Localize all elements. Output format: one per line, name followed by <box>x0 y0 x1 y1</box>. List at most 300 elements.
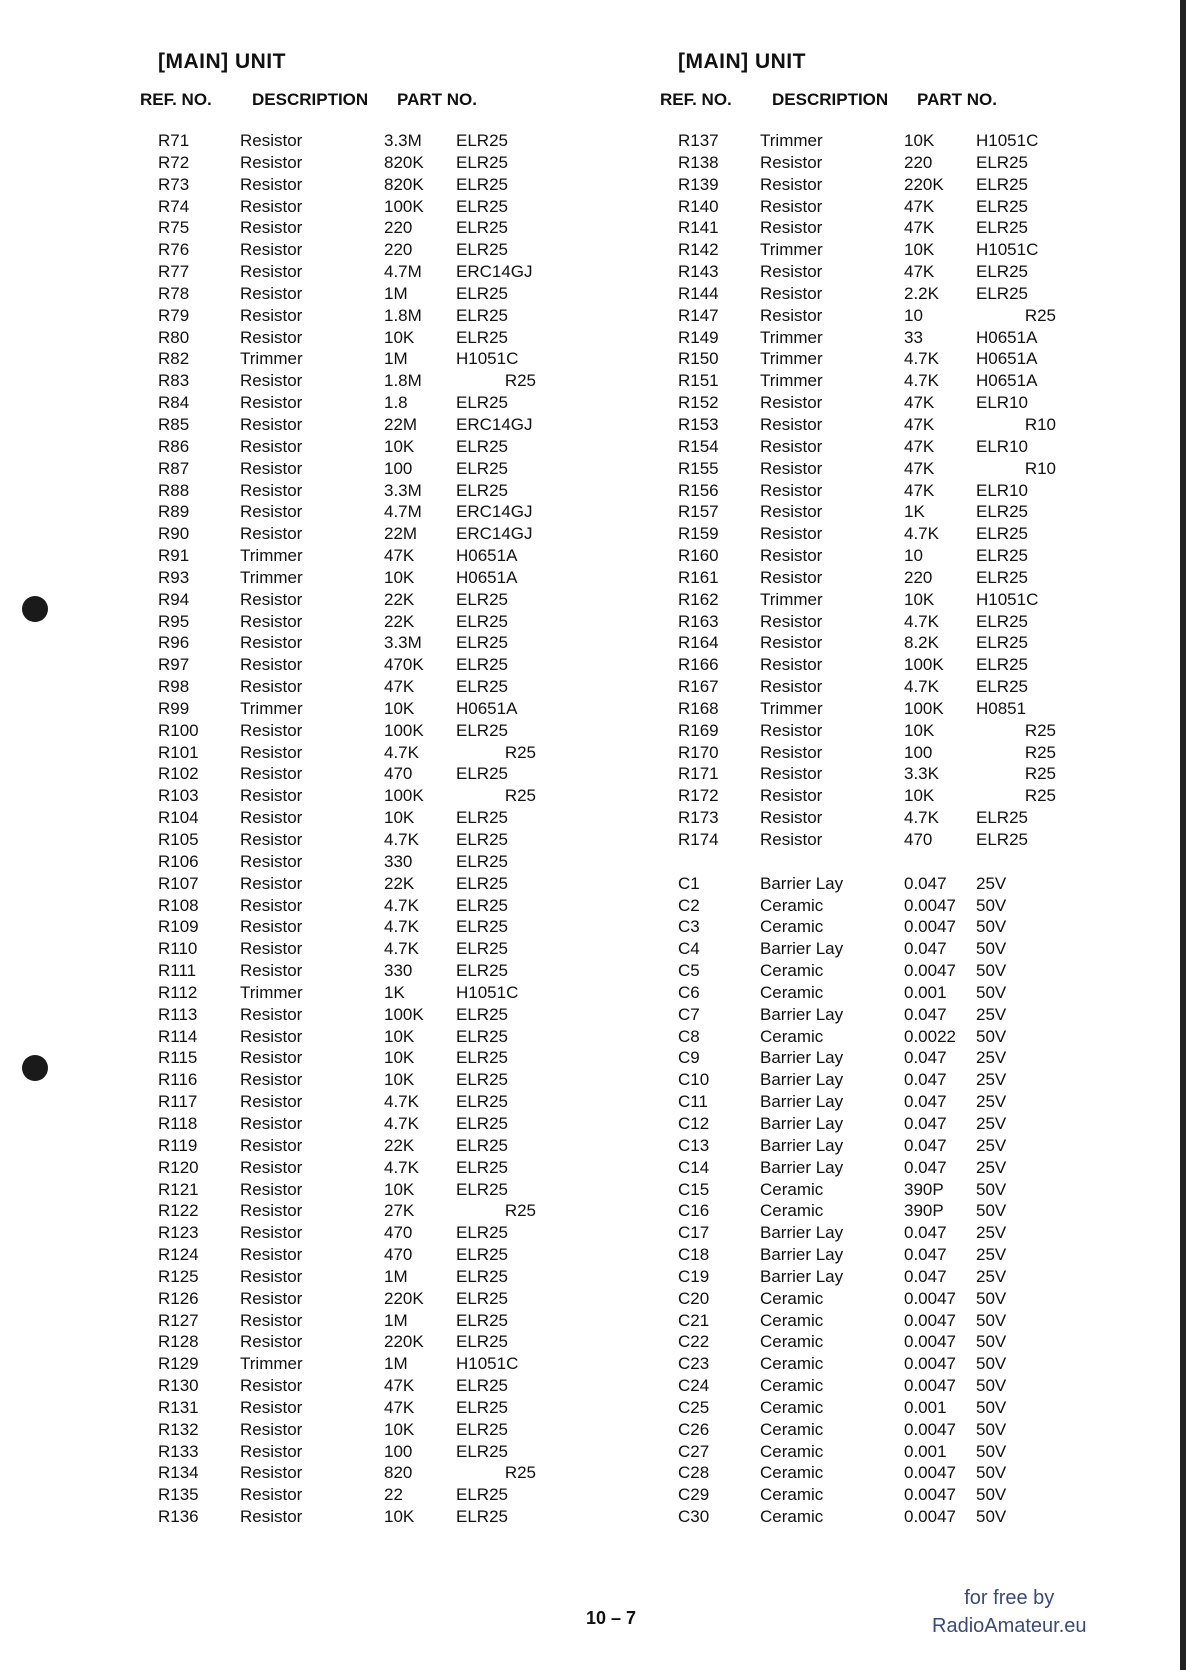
part-number-cell: 50V <box>976 1354 1007 1374</box>
value-cell: 220K <box>384 1332 424 1352</box>
ref-cell: C10 <box>678 1070 710 1090</box>
description-cell: Resistor <box>240 742 303 762</box>
ref-cell: C2 <box>678 895 700 915</box>
ref-cell: R126 <box>158 1288 199 1308</box>
ref-cell: C4 <box>678 939 700 959</box>
value-cell: 4.7K <box>904 349 939 369</box>
ref-cell: R107 <box>158 873 199 893</box>
ref-cell: C11 <box>678 1092 708 1112</box>
table-row <box>140 632 536 654</box>
table-row <box>140 501 536 523</box>
table-row <box>140 982 536 1004</box>
part-number-cell: ELR25 <box>456 764 508 784</box>
value-cell: 4.7K <box>904 611 939 631</box>
ref-cell: R78 <box>158 283 190 303</box>
part-number-cell: 50V <box>976 961 1007 981</box>
part-number-cell: ELR25 <box>976 611 1028 631</box>
table-row <box>140 589 536 611</box>
description-cell: Resistor <box>240 1223 303 1243</box>
ref-cell: R77 <box>158 262 190 282</box>
table-row <box>140 851 536 873</box>
value-cell: 100K <box>904 655 944 675</box>
table-row <box>140 196 536 218</box>
description-cell: Resistor <box>760 458 823 478</box>
description-cell: Resistor <box>760 480 823 500</box>
table-row <box>660 807 1056 829</box>
value-cell: 470 <box>904 830 933 849</box>
page-number: 10 – 7 <box>586 1608 637 1628</box>
table-row <box>660 1157 1056 1179</box>
description-cell: Ceramic <box>760 1332 824 1352</box>
description-cell: Trimmer <box>240 546 303 566</box>
ref-cell: R168 <box>678 698 719 718</box>
value-cell: 8.2K <box>904 633 939 653</box>
value-cell: 0.0047 <box>904 895 956 915</box>
part-number-cell: ELR25 <box>456 1441 508 1461</box>
value-cell: 22K <box>384 611 415 631</box>
table-row <box>140 611 536 633</box>
part-number-cell: 50V <box>976 1463 1007 1483</box>
value-cell: 470K <box>384 655 424 675</box>
value-cell: 0.0047 <box>904 917 956 937</box>
part-number-cell: ERC14GJ <box>456 524 533 544</box>
value-cell: 10K <box>904 589 935 609</box>
table-row <box>140 523 536 545</box>
ref-cell: C14 <box>678 1157 710 1177</box>
table-row <box>660 895 1056 917</box>
description-cell: Resistor <box>240 1419 303 1439</box>
part-number-cell: ELR25 <box>976 808 1028 828</box>
value-cell: 100 <box>384 1441 413 1461</box>
part-number-cell: 50V <box>976 917 1007 937</box>
description-cell: Resistor <box>760 786 823 806</box>
ref-cell: R142 <box>678 240 719 260</box>
table-row <box>140 1484 536 1506</box>
value-cell: 22K <box>384 1135 415 1155</box>
ref-cell: C21 <box>678 1310 710 1330</box>
ref-cell: R152 <box>678 393 719 413</box>
description-cell: Resistor <box>240 1507 303 1527</box>
table-row <box>140 1200 536 1222</box>
ref-cell: C7 <box>678 1004 700 1024</box>
part-number-cell: H0651A <box>456 698 518 718</box>
description-cell: Resistor <box>760 502 823 522</box>
table-row <box>660 414 1056 436</box>
part-number-cell: ELR25 <box>976 655 1028 675</box>
value-cell: 0.0047 <box>904 1485 956 1505</box>
value-cell: 4.7K <box>384 830 419 849</box>
description-cell: Ceramic <box>760 1376 824 1396</box>
ref-cell: C6 <box>678 982 700 1002</box>
value-cell: 33 <box>904 327 923 347</box>
description-cell: Resistor <box>240 1310 303 1330</box>
value-cell: 1.8M <box>384 371 422 391</box>
description-cell: Resistor <box>240 786 303 806</box>
value-cell: 3.3M <box>384 131 422 150</box>
part-number-cell: ELR25 <box>456 917 508 937</box>
value-cell: 10K <box>384 327 415 347</box>
value-cell: 0.0047 <box>904 1310 956 1330</box>
ref-cell: C24 <box>678 1376 710 1396</box>
value-cell: 0.047 <box>904 1135 947 1155</box>
part-number-cell: ELR25 <box>456 240 508 260</box>
value-cell: 1M <box>384 1354 408 1374</box>
description-cell: Trimmer <box>760 240 823 260</box>
description-cell: Resistor <box>240 305 303 325</box>
ref-cell: C22 <box>678 1332 710 1352</box>
table-row <box>660 1353 1056 1375</box>
description-cell: Resistor <box>240 677 303 697</box>
right-column-headers <box>660 90 1056 120</box>
ref-cell: R74 <box>158 196 190 216</box>
value-cell: 1K <box>904 502 925 522</box>
ref-cell: R155 <box>678 458 719 478</box>
table-row <box>660 1397 1056 1419</box>
ref-cell: C13 <box>678 1135 710 1155</box>
table-row <box>660 938 1056 960</box>
table-row <box>140 785 536 807</box>
part-number-cell: 50V <box>976 1201 1007 1221</box>
description-cell: Resistor <box>240 764 303 784</box>
value-cell: 0.001 <box>904 1441 947 1461</box>
table-row <box>140 916 536 938</box>
value-cell: 100 <box>904 742 933 762</box>
description-cell: Resistor <box>760 414 823 434</box>
table-row <box>140 480 536 502</box>
table-row <box>140 392 536 414</box>
ref-cell: R169 <box>678 720 719 740</box>
ref-cell: R98 <box>158 677 190 697</box>
value-cell: 10K <box>384 436 415 456</box>
value-cell: 220 <box>904 152 933 172</box>
ref-cell: R112 <box>158 982 198 1002</box>
description-cell: Resistor <box>760 218 823 238</box>
part-number-cell: ELR25 <box>456 830 508 849</box>
description-cell: Resistor <box>240 131 303 150</box>
description-cell: Resistor <box>760 174 823 194</box>
description-cell: Resistor <box>760 677 823 697</box>
value-cell: 220 <box>384 240 413 260</box>
part-number-cell: ELR25 <box>976 524 1028 544</box>
value-cell: 10K <box>904 786 935 806</box>
ref-cell: R123 <box>158 1223 199 1243</box>
table-row <box>140 960 536 982</box>
description-cell: Resistor <box>760 196 823 216</box>
description-cell: Barrier Lay <box>760 1113 844 1133</box>
part-number-cell: ELR25 <box>456 393 508 413</box>
part-number-cell: H0651A <box>976 371 1038 391</box>
ref-cell: C9 <box>678 1048 700 1068</box>
part-number-cell: ELR25 <box>456 1092 508 1112</box>
part-number-cell: ELR25 <box>456 1419 508 1439</box>
table-row <box>140 1419 536 1441</box>
ref-cell: R110 <box>158 939 198 959</box>
part-number-cell: R25 <box>1024 764 1056 784</box>
value-cell: 0.0047 <box>904 1288 956 1308</box>
description-cell: Trimmer <box>240 698 303 718</box>
table-row <box>140 763 536 785</box>
table-row <box>660 436 1056 458</box>
description-cell: Resistor <box>240 327 303 347</box>
part-number-cell: ELR25 <box>456 1485 508 1505</box>
value-cell: 47K <box>904 262 935 282</box>
table-row <box>660 982 1056 1004</box>
description-cell: Trimmer <box>760 589 823 609</box>
value-cell: 0.047 <box>904 873 947 893</box>
value-cell: 10 <box>904 546 923 566</box>
description-cell: Resistor <box>240 1113 303 1133</box>
ref-cell: R115 <box>158 1048 198 1068</box>
table-row <box>660 1069 1056 1091</box>
ref-cell: R119 <box>158 1135 198 1155</box>
watermark <box>932 1584 1087 1640</box>
part-number-cell: 25V <box>976 1070 1007 1090</box>
ref-cell: R136 <box>158 1507 199 1527</box>
part-number-cell: 25V <box>976 1048 1007 1068</box>
part-number-cell: R10 <box>1024 414 1056 434</box>
description-cell: Barrier Lay <box>760 1135 844 1155</box>
ref-cell: R82 <box>158 349 190 369</box>
ref-cell: R162 <box>678 589 719 609</box>
table-row <box>660 458 1056 480</box>
ref-cell: R87 <box>158 458 190 478</box>
ref-cell: R111 <box>158 961 197 981</box>
table-row <box>660 960 1056 982</box>
right-header-part: PART NO. <box>917 90 997 109</box>
ref-cell: C5 <box>678 961 700 981</box>
description-cell: Resistor <box>760 742 823 762</box>
description-cell: Resistor <box>760 611 823 631</box>
value-cell: 3.3K <box>904 764 939 784</box>
table-row <box>140 1288 536 1310</box>
part-number-cell: 25V <box>976 1245 1007 1265</box>
table-row <box>660 873 1056 895</box>
table-row <box>660 152 1056 174</box>
value-cell: 4.7M <box>384 502 422 522</box>
value-cell: 0.047 <box>904 1070 947 1090</box>
table-row <box>140 742 536 764</box>
ref-cell: R130 <box>158 1376 199 1396</box>
table-row <box>660 1179 1056 1201</box>
description-cell: Resistor <box>240 1245 303 1265</box>
table-row <box>140 1244 536 1266</box>
description-cell: Resistor <box>240 939 303 959</box>
value-cell: 27K <box>384 1201 415 1221</box>
table-row <box>660 261 1056 283</box>
description-cell: Resistor <box>760 152 823 172</box>
value-cell: 0.047 <box>904 1113 947 1133</box>
ref-cell: R117 <box>158 1092 198 1112</box>
table-row <box>140 348 536 370</box>
left-header-ref: REF. NO. <box>140 90 212 109</box>
description-cell: Trimmer <box>240 1354 303 1374</box>
value-cell: 470 <box>384 764 413 784</box>
ref-cell: R71 <box>158 131 190 150</box>
ref-cell: R73 <box>158 174 190 194</box>
table-row <box>140 436 536 458</box>
description-cell: Resistor <box>240 1135 303 1155</box>
description-cell: Resistor <box>760 436 823 456</box>
description-cell: Barrier Lay <box>760 1245 844 1265</box>
table-row <box>660 1375 1056 1397</box>
part-number-cell: 25V <box>976 1113 1007 1133</box>
value-cell: 10K <box>384 1048 415 1068</box>
description-cell: Resistor <box>760 305 823 325</box>
ref-cell: R140 <box>678 196 719 216</box>
description-cell: Resistor <box>760 283 823 303</box>
description-cell: Resistor <box>240 1201 303 1221</box>
table-row <box>140 676 536 698</box>
left-unit-title: [MAIN] UNIT <box>158 50 286 73</box>
table-row <box>660 1091 1056 1113</box>
description-cell: Ceramic <box>760 1463 824 1483</box>
value-cell: 0.001 <box>904 982 947 1002</box>
ref-cell: R173 <box>678 808 719 828</box>
ref-cell: R166 <box>678 655 719 675</box>
part-number-cell: ERC14GJ <box>456 414 533 434</box>
value-cell: 0.0047 <box>904 1354 956 1374</box>
value-cell: 10K <box>904 131 935 150</box>
value-cell: 10K <box>384 698 415 718</box>
ref-cell: R131 <box>158 1397 199 1417</box>
ref-cell: R89 <box>158 502 190 522</box>
part-number-cell: 50V <box>976 1485 1007 1505</box>
description-cell: Resistor <box>240 1441 303 1461</box>
value-cell: 4.7K <box>384 917 419 937</box>
ref-cell: R151 <box>678 371 719 391</box>
binder-hole-top <box>22 596 48 622</box>
ref-cell: C15 <box>678 1179 710 1199</box>
ref-cell: C23 <box>678 1354 710 1374</box>
description-cell: Resistor <box>240 1157 303 1177</box>
value-cell: 0.047 <box>904 1157 947 1177</box>
table-row <box>660 1047 1056 1069</box>
part-number-cell: 50V <box>976 1179 1007 1199</box>
part-number-cell: 50V <box>976 1288 1007 1308</box>
ref-cell: R108 <box>158 895 199 915</box>
table-row <box>660 1506 1056 1528</box>
table-row <box>140 370 536 392</box>
ref-cell: C19 <box>678 1266 710 1286</box>
part-number-cell: 50V <box>976 939 1007 959</box>
part-number-cell: ELR25 <box>456 283 508 303</box>
ref-cell: C25 <box>678 1397 710 1417</box>
table-row <box>140 1091 536 1113</box>
value-cell: 4.7K <box>384 939 419 959</box>
description-cell: Ceramic <box>760 895 824 915</box>
description-cell: Resistor <box>240 1288 303 1308</box>
table-row <box>140 1441 536 1463</box>
part-number-cell: 50V <box>976 1026 1007 1046</box>
part-number-cell: R25 <box>504 371 536 391</box>
table-row <box>660 1419 1056 1441</box>
part-number-cell: ELR25 <box>456 1113 508 1133</box>
value-cell: 47K <box>904 458 935 478</box>
value-cell: 100 <box>384 458 413 478</box>
value-cell: 0.047 <box>904 1223 947 1243</box>
table-row <box>140 1069 536 1091</box>
part-number-cell: 50V <box>976 982 1007 1002</box>
table-row <box>140 174 536 196</box>
description-cell: Resistor <box>240 196 303 216</box>
part-number-cell: R25 <box>1024 720 1056 740</box>
description-cell: Ceramic <box>760 1288 824 1308</box>
value-cell: 1M <box>384 1310 408 1330</box>
value-cell: 47K <box>904 480 935 500</box>
part-number-cell: ELR25 <box>456 458 508 478</box>
ref-cell: R120 <box>158 1157 199 1177</box>
table-row <box>660 632 1056 654</box>
table-row <box>660 851 1056 873</box>
right-unit-title: [MAIN] UNIT <box>678 50 806 73</box>
value-cell: 4.7K <box>384 1157 419 1177</box>
table-row <box>660 1484 1056 1506</box>
table-row <box>660 196 1056 218</box>
watermark-line-1: for free by <box>964 1587 1055 1609</box>
table-row <box>140 1331 536 1353</box>
part-number-cell: ELR25 <box>456 1157 508 1177</box>
description-cell: Ceramic <box>760 1026 824 1046</box>
ref-cell: R133 <box>158 1441 199 1461</box>
ref-cell: R91 <box>158 546 190 566</box>
table-row <box>140 698 536 720</box>
table-row <box>140 895 536 917</box>
ref-cell: R94 <box>158 589 190 609</box>
value-cell: 220 <box>384 218 413 238</box>
value-cell: 0.047 <box>904 1048 947 1068</box>
value-cell: 0.047 <box>904 1266 947 1286</box>
ref-cell: R124 <box>158 1245 199 1265</box>
table-row <box>660 1288 1056 1310</box>
table-row <box>140 1462 536 1484</box>
value-cell: 4.7M <box>384 262 422 282</box>
table-row <box>660 283 1056 305</box>
description-cell: Trimmer <box>760 371 823 391</box>
description-cell: Resistor <box>240 961 303 981</box>
table-row <box>660 1462 1056 1484</box>
table-row <box>140 327 536 349</box>
description-cell: Ceramic <box>760 1397 824 1417</box>
ref-cell: R154 <box>678 436 719 456</box>
value-cell: 1.8 <box>384 393 408 413</box>
value-cell: 10K <box>384 1026 415 1046</box>
table-row <box>140 458 536 480</box>
part-number-cell: 50V <box>976 1507 1007 1527</box>
watermark-line-2: RadioAmateur.eu <box>932 1615 1087 1637</box>
description-cell: Resistor <box>240 1004 303 1024</box>
value-cell: 10K <box>904 720 935 740</box>
part-number-cell: ELR25 <box>456 131 508 150</box>
description-cell: Barrier Lay <box>760 939 844 959</box>
ref-cell: R125 <box>158 1266 199 1286</box>
value-cell: 22K <box>384 873 415 893</box>
ref-cell: R153 <box>678 414 719 434</box>
table-row <box>660 545 1056 567</box>
part-number-cell: ELR25 <box>976 283 1028 303</box>
part-number-cell: ELR25 <box>456 436 508 456</box>
description-cell: Resistor <box>240 1092 303 1112</box>
part-number-cell: ELR25 <box>456 873 508 893</box>
table-row <box>140 545 536 567</box>
description-cell: Resistor <box>760 567 823 587</box>
table-row <box>660 1200 1056 1222</box>
part-number-cell: ELR25 <box>456 633 508 653</box>
part-number-cell: 50V <box>976 895 1007 915</box>
ref-cell: R167 <box>678 677 719 697</box>
table-row <box>660 1266 1056 1288</box>
table-row <box>660 370 1056 392</box>
part-number-cell: 50V <box>976 1419 1007 1439</box>
